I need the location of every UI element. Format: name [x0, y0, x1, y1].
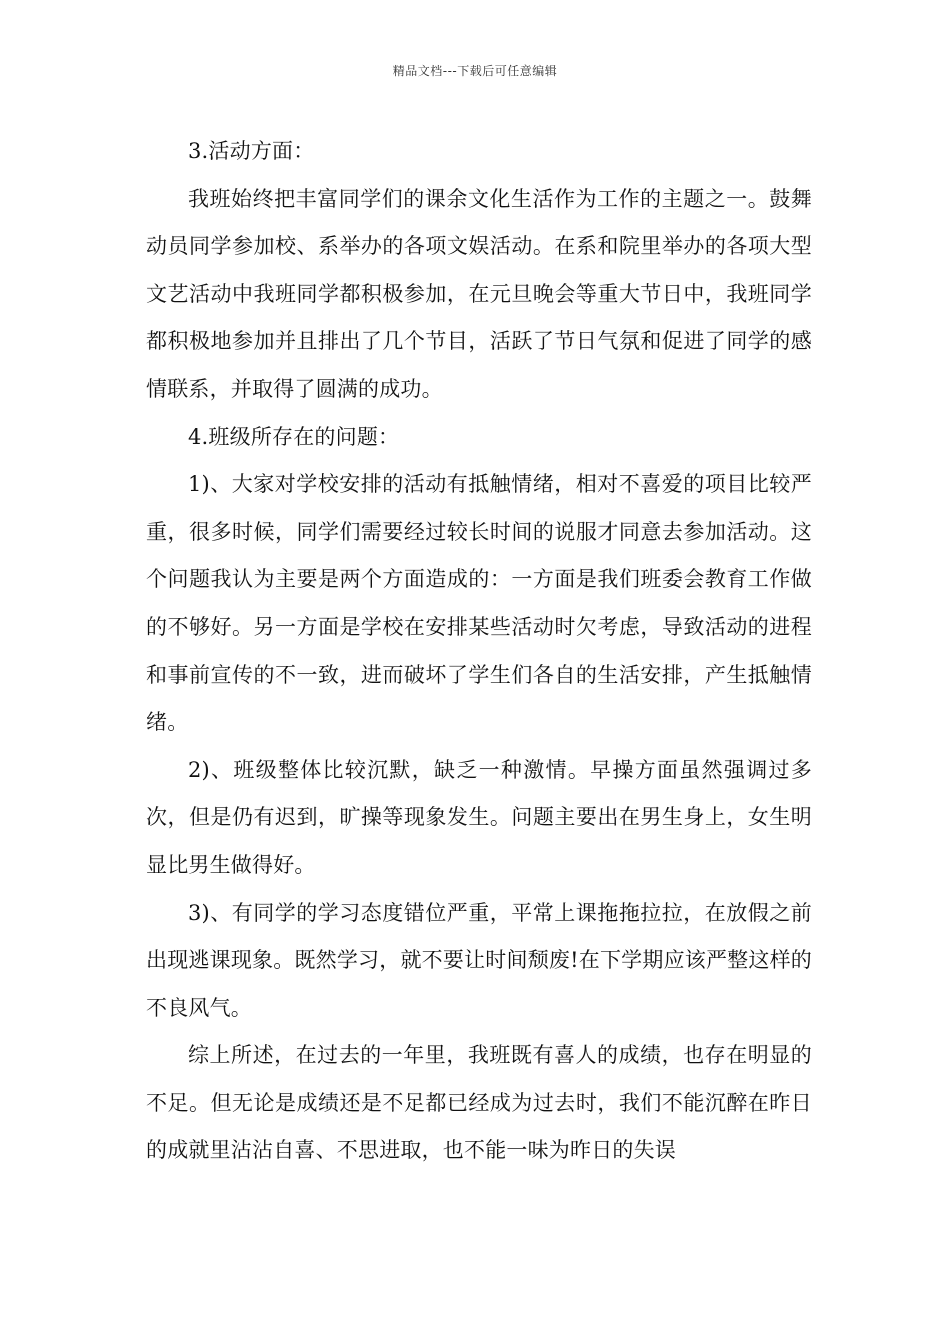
- paragraph-activities: 我班始终把丰富同学们的课余文化生活作为工作的主题之一。鼓舞动员同学参加校、系举办的各项文娱活动。在系和院里举办的各项大型文艺活动中我班同学都积极参加，在元旦晚会等重大节日中，我班同学都积极地参加并且排出了几个节目，活跃了节日气氛和促进了同学的感情联系，并取得了圆满的成功。: [146, 186, 812, 401]
- heading-activities: 3.活动方面：: [188, 139, 315, 163]
- paragraph-summary: 综上所述，在过去的一年里，我班既有喜人的成绩，也存在明显的不足。但无论是成绩还是不足都已经成为过去时，我们不能沉醉在昨日的成就里沾沾自喜、不思进取，也不能一味为昨日的失误: [146, 1043, 812, 1163]
- page-header: 精品文档---下载后可任意编辑: [392, 64, 558, 78]
- paragraph-problem-2: 2)、班级整体比较沉默，缺乏一种激情。早操方面虽然强调过多次，但是仍有迟到，旷操等现象发生。问题主要出在男生身上，女生明显比男生做得好。: [146, 757, 812, 877]
- paragraph-problem-3: 3)、有同学的学习态度错位严重，平常上课拖拖拉拉，在放假之前出现逃课现象。既然学习，就不要让时间颓废!在下学期应该严整这样的不良风气。: [146, 900, 812, 1020]
- heading-problems: 4.班级所存在的问题：: [188, 424, 400, 449]
- paragraph-problem-1: 1)、大家对学校安排的活动有抵触情绪，相对不喜爱的项目比较严重，很多时候，同学们需要经过较长时间的说服才同意去参加活动。这个问题我认为主要是两个方面造成的：一方面是我们班委会教育工作做的不够好。另一方面是学校在安排某些活动时欠考虑，导致活动的进程和事前宣传的不一致，进而破坏了学生们各自的生活安排，产生抵触情绪。: [146, 472, 812, 735]
- document-body: [146, 128, 812, 1175]
